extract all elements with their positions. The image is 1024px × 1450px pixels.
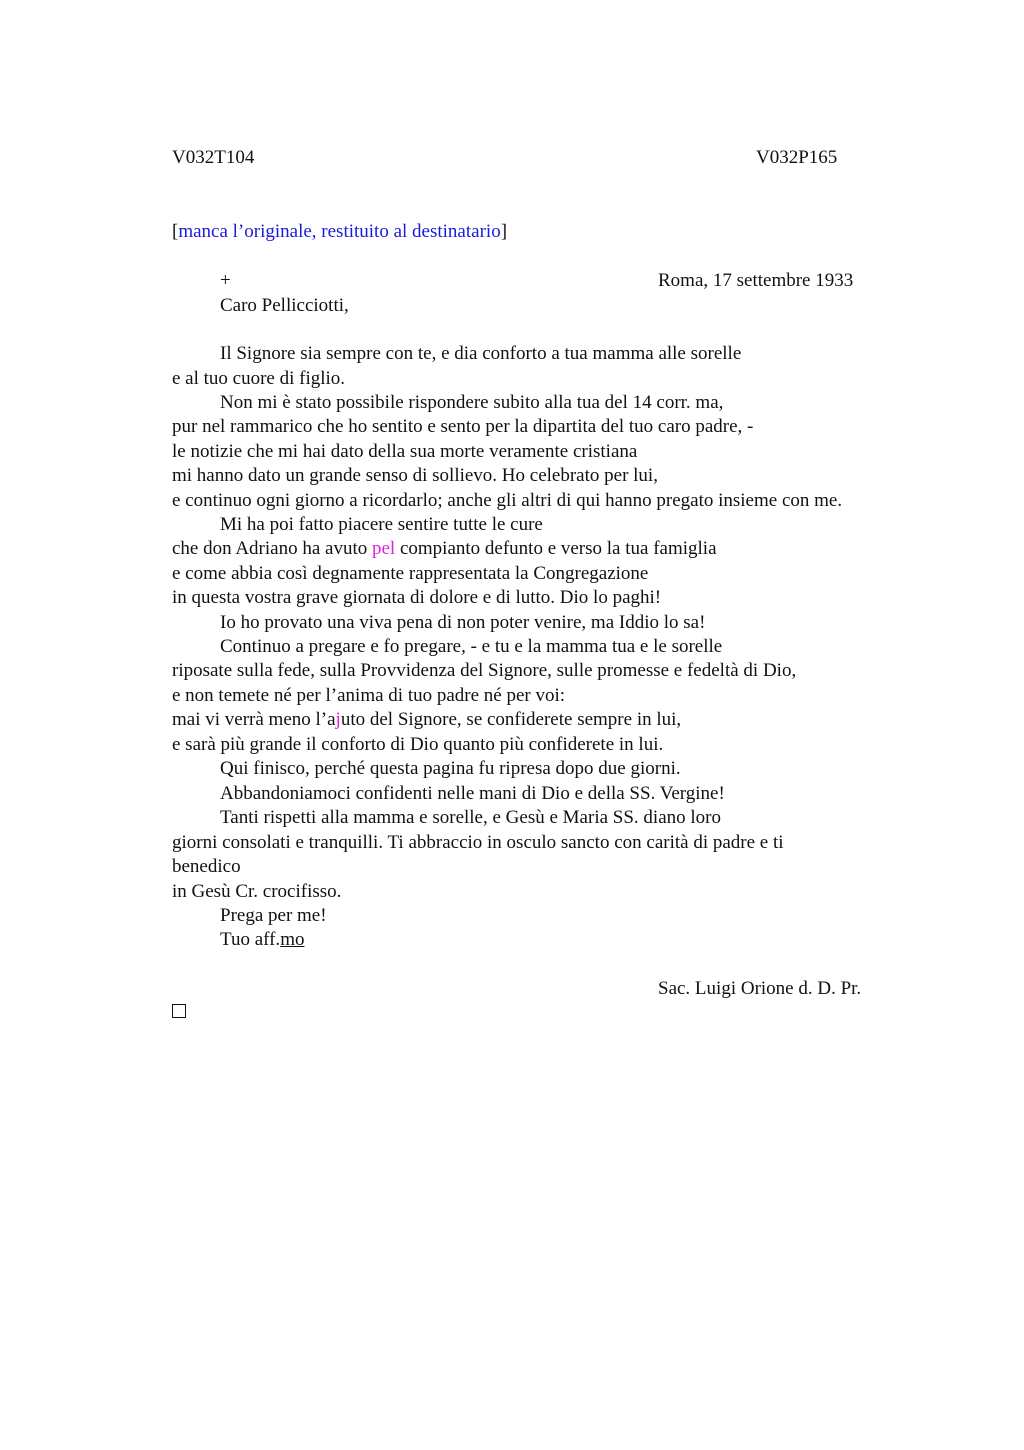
editor-note-close-bracket: ] [500,221,508,242]
editor-note-text: manca l’originale, restituito al destinatario [178,221,501,242]
document-code-left: V032T104 [172,147,255,168]
letter-line: riposate sulla fede, sulla Provvidenza del Signore, sulle promesse e fedeltà di Dio, [172,660,797,681]
closing-line [220,928,304,952]
letter-line: Tanti rispetti alla mamma e sorelle, e Gesù e Maria SS. diano loro [220,807,721,828]
closing-text: Tuo aff. [220,929,281,950]
letter-line: e al tuo cuore di figlio. [172,368,346,389]
document-code-right: V032P165 [756,147,838,168]
signature: Sac. Luigi Orione d. D. Pr. [658,978,862,999]
letter-line: in Gesù Cr. crocifisso. [172,881,342,902]
cross-symbol: + [220,270,231,291]
letter-text: compianto defunto e verso la tua famiglia [395,538,717,559]
letter-line: giorni consolati e tranquilli. Ti abbraccio in osculo sancto con carità di padre e ti [172,832,784,853]
letter-text: che don Adriano ha avuto [172,538,372,559]
letter-line: benedico [172,856,241,877]
highlighted-word: pel [371,538,396,559]
salutation: Caro Pellicciotti, [220,295,349,316]
letter-line: Mi ha poi fatto piacere sentire tutte le cure [220,514,543,535]
letter-line: e non temete né per l’anima di tuo padre né per voi: [172,685,566,706]
empty-checkbox-symbol [172,1004,186,1018]
letter-line: Abbandoniamoci confidenti nelle mani di Dio e della SS. Vergine! [220,783,725,804]
editor-note-open-bracket: [ [172,221,179,242]
editor-note [172,220,507,244]
letter-line: e sarà più grande il conforto di Dio quanto più confiderete in lui. [172,734,664,755]
letter-line [172,708,681,732]
letter-line: Prega per me! [220,905,327,926]
letter-text: mai vi verrà meno l’a [172,709,336,730]
letter-line: Il Signore sia sempre con te, e dia conforto a tua mamma alle sorelle [220,343,742,364]
letter-line: Io ho provato una viva pena di non poter venire, ma Iddio lo sa! [220,612,706,633]
letter-line: e continuo ogni giorno a ricordarlo; anche gli altri di qui hanno pregato insieme con me. [172,490,843,511]
highlighted-letter: j [335,709,341,730]
letter-line [172,537,717,561]
letter-line: in questa vostra grave giornata di dolore e di lutto. Dio lo paghi! [172,587,662,608]
letter-line: e come abbia così degnamente rappresentata la Congregazione [172,563,649,584]
letter-line: mi hanno dato un grande senso di sollievo. Ho celebrato per lui, [172,465,658,486]
letter-line: Non mi è stato possibile rispondere subito alla tua del 14 corr. ma, [220,392,724,413]
closing-superscript: mo [280,929,305,950]
place-date: Roma, 17 settembre 1933 [658,270,854,291]
letter-line: Qui finisco, perché questa pagina fu ripresa dopo due giorni. [220,758,681,779]
letter-text: uto del Signore, se confiderete sempre in lui, [340,709,682,730]
letter-line: Continuo a pregare e fo pregare, - e tu e la mamma tua e le sorelle [220,636,723,657]
letter-line: le notizie che mi hai dato della sua morte veramente cristiana [172,441,638,462]
letter-line: pur nel rammarico che ho sentito e sento per la dipartita del tuo caro padre, - [172,416,754,437]
